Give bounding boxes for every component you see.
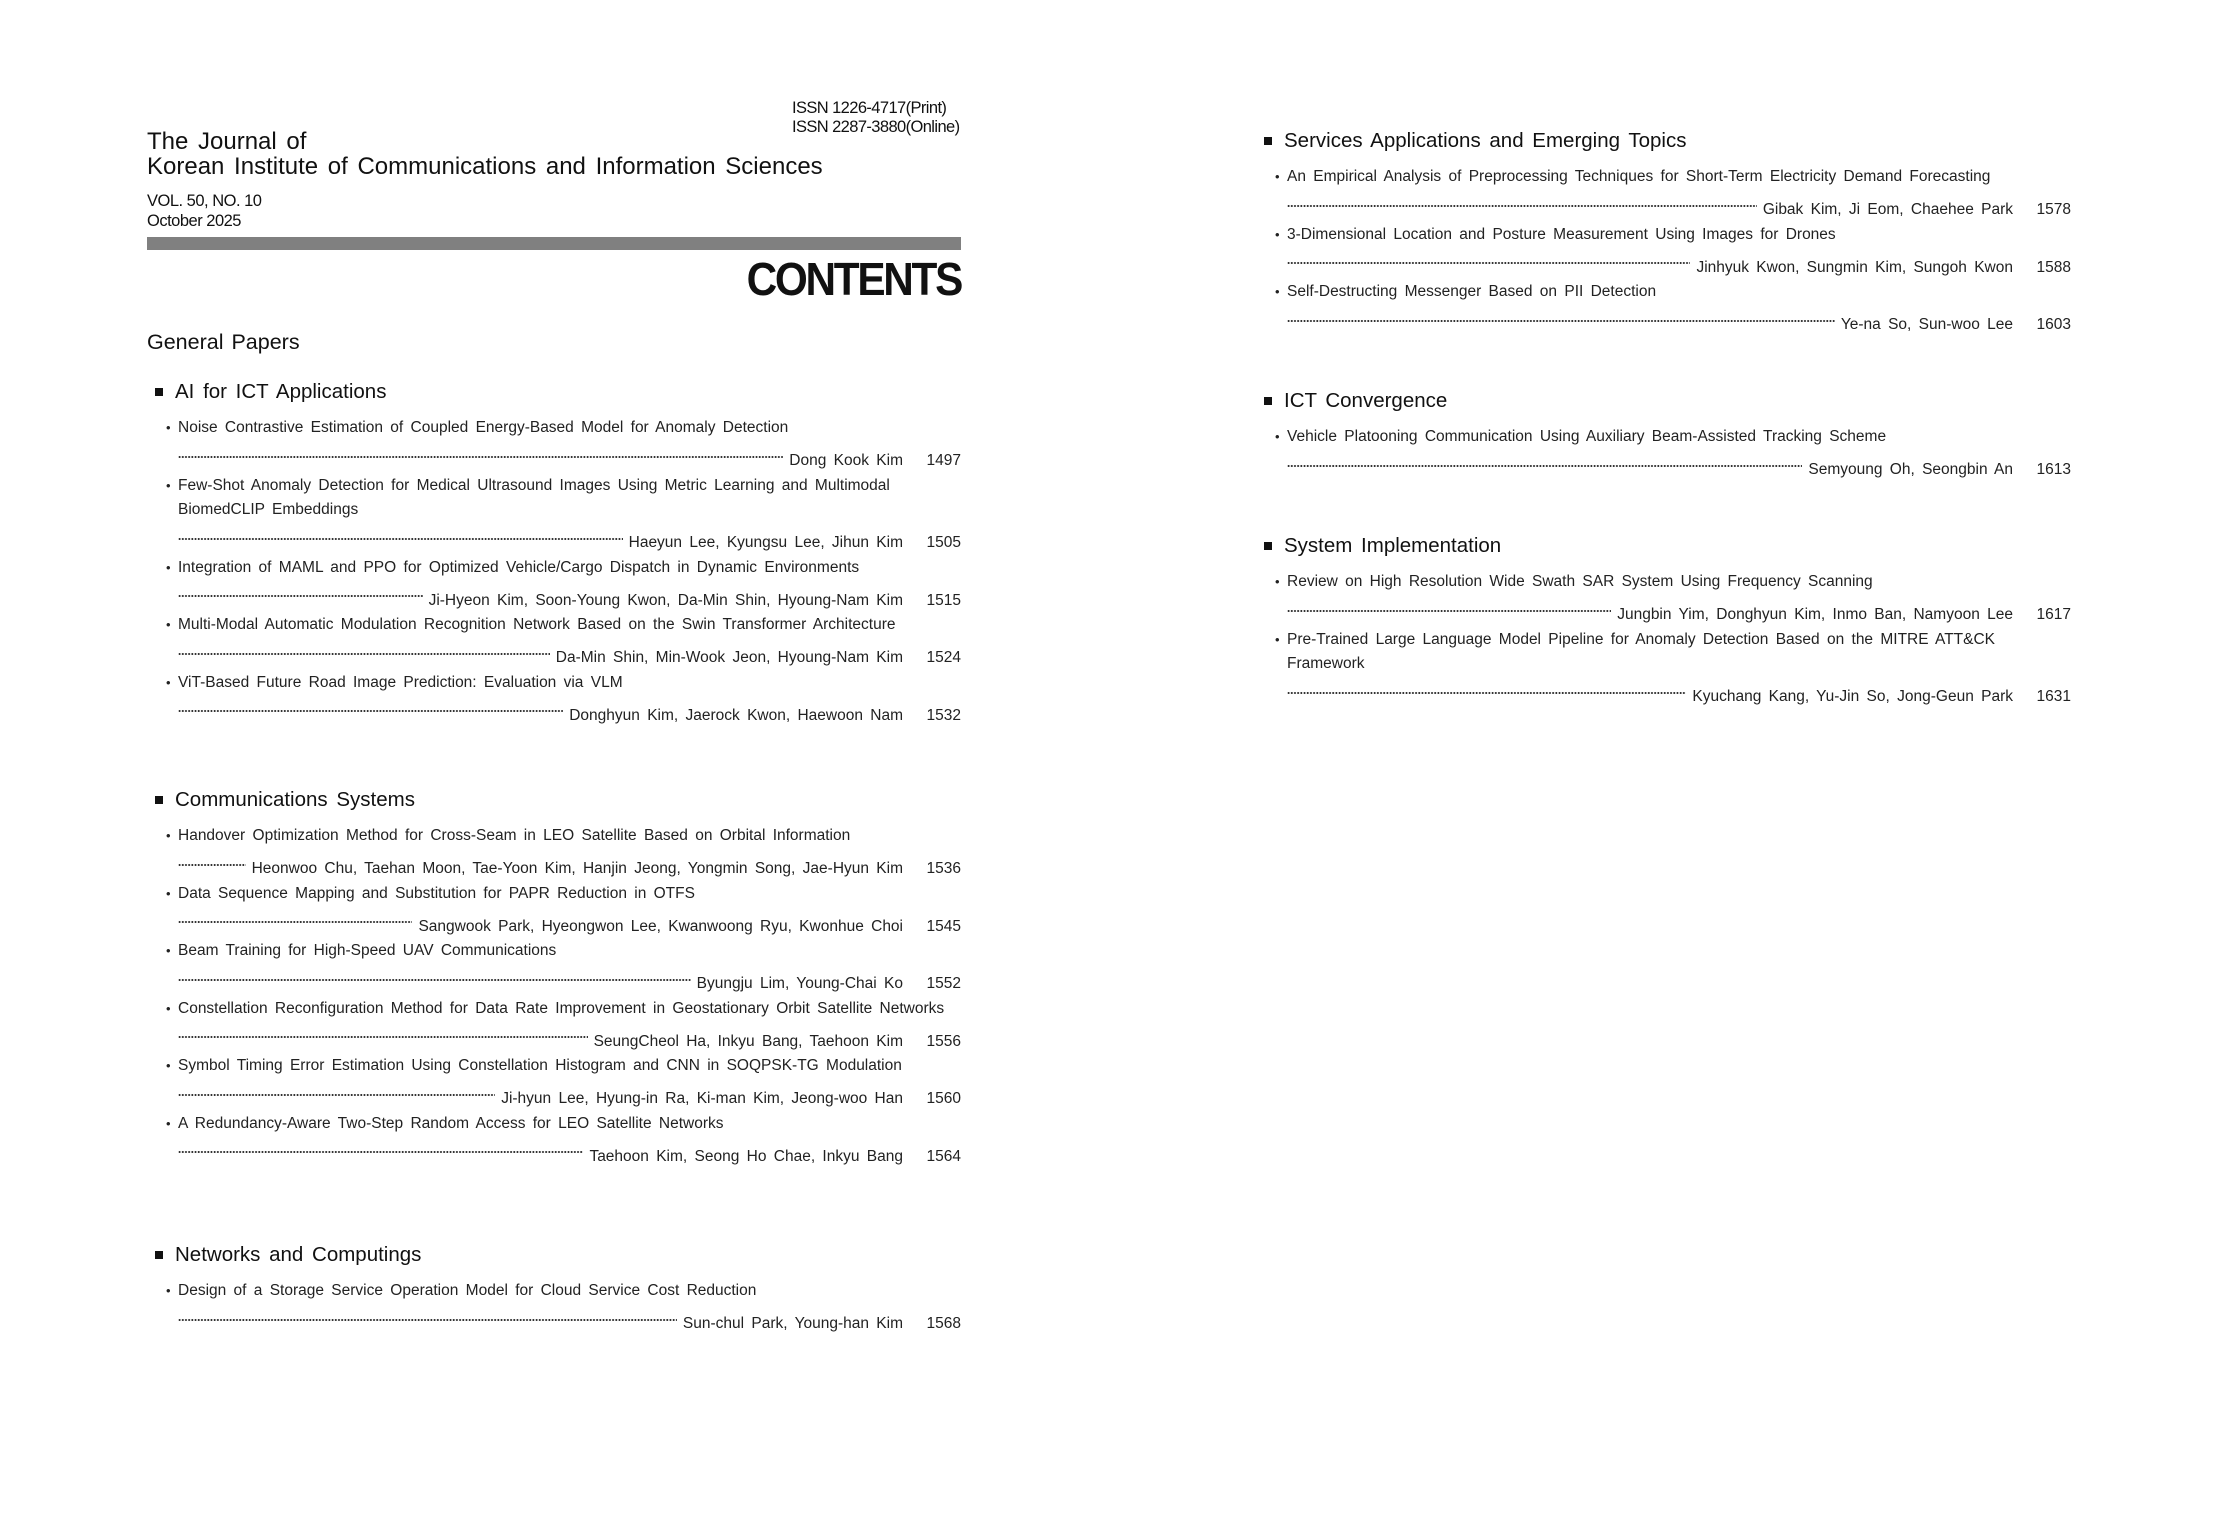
journal-title-line1: The Journal of [147,128,307,155]
issue-info [147,191,261,231]
article-title[interactable]: Constellation Reconfiguration Method for Data Rate Improvement in Geostationary Orbit Satellite Networks [178,999,945,1017]
article-authors: Heonwoo Chu, Taehan Moon, Tae-Yoon Kim, Hanjin Jeong, Yongmin Song, Jae-Hyun Kim [251,860,903,877]
article-entry[interactable] [153,671,961,724]
article-entry[interactable] [153,556,961,609]
section-title: Services Applications and Emerging Topics [1284,129,1687,152]
article-entry[interactable] [153,1054,961,1107]
bullet-icon: • [166,943,171,958]
article-title[interactable]: Beam Training for High-Speed UAV Communications [178,942,557,959]
article-title[interactable]: Design of a Storage Service Operation Model for Cloud Service Cost Reduction [178,1282,757,1299]
square-bullet-icon [1264,542,1272,550]
article-authors: Dong Kook Kim [789,452,903,469]
article-list [153,824,961,1165]
dot-leader [1287,247,1690,272]
square-bullet-icon [1264,137,1272,145]
article-authors: Gibak Kim, Ji Eom, Chaehee Park [1762,201,2013,218]
article-authors: Jinhyuk Kwon, Sungmin Kim, Sungoh Kwon [1696,258,2013,276]
article-authors: Byungju Lim, Young-Chai Ko [696,975,903,992]
bullet-icon: • [166,1115,171,1131]
article-entry[interactable] [1262,223,2071,276]
article-authors: Da-Min Shin, Min-Wook Jeon, Hyoung-Nam Kim [555,649,903,666]
author-line [178,964,961,992]
bullet-icon: • [166,1000,171,1016]
page-number: 1515 [926,591,961,609]
article-authors: Ye-na So, Sun-woo Lee [1840,316,2013,333]
dot-leader [178,441,783,466]
article-title[interactable]: Integration of MAML and PPO for Optimized Vehicle/Cargo Dispatch in Dynamic Environments [178,558,860,576]
author-line [178,906,961,935]
page-number: 1505 [926,534,961,551]
bullet-icon: • [1275,631,1280,647]
article-title[interactable]: Review on High Resolution Wide Swath SAR System Using Frequency Scanning [1287,573,1873,590]
dot-leader [178,695,563,720]
page-number: 1613 [2036,461,2071,478]
article-list [153,416,961,724]
author-line [1287,305,2071,333]
article-title[interactable]: Pre-Trained Large Language Model Pipeline for Anomaly Detection Based on the MITRE ATT&CK Framework [1287,630,1996,672]
bullet-icon: • [166,477,171,493]
section-networks-and-computings [153,1242,961,1337]
bullet-icon: • [166,674,171,690]
author-line [178,1304,961,1332]
section-communications-systems [153,787,961,1169]
section-heading [153,1242,961,1268]
article-authors: Taehoon Kim, Seong Ho Chae, Inkyu Bang [589,1147,903,1165]
article-title[interactable]: Vehicle Platooning Communication Using Auxiliary Beam-Assisted Tracking Scheme [1287,428,1887,445]
author-line [178,1021,961,1050]
article-authors: Semyoung Oh, Seongbin An [1808,461,2013,478]
contents-title: CONTENTS [746,253,961,305]
journal-title [147,129,823,179]
bullet-icon: • [166,885,171,901]
page-number: 1568 [926,1315,961,1332]
page-number: 1545 [926,917,961,935]
page-number: 1524 [926,649,961,666]
article-list [1262,165,2071,333]
article-entry[interactable] [1262,280,2071,333]
page-number: 1564 [926,1147,961,1165]
section-ai-for-ict [153,379,961,728]
bullet-icon: • [166,828,171,843]
article-entry[interactable] [1262,628,2071,705]
issue-date: October 2025 [147,212,241,230]
volume-number: VOL. 50, NO. 10 [147,192,262,210]
issn-print: ISSN 1226-4717(Print) [792,99,947,117]
author-line [1287,247,2071,276]
article-entry[interactable] [153,1112,961,1165]
article-entry[interactable] [153,1279,961,1332]
page-number: 1532 [926,706,961,724]
dot-leader [1287,677,1686,702]
author-line [178,441,961,469]
bullet-icon: • [1275,574,1280,589]
article-title[interactable]: An Empirical Analysis of Preprocessing Techniques for Short-Term Electricity Demand Forecasting [1287,168,1991,185]
page-number: 1556 [926,1032,961,1050]
article-title[interactable]: ViT-Based Future Road Image Prediction: Evaluation via VLM [178,673,623,691]
dot-leader [178,1136,583,1161]
dot-leader [178,523,623,548]
article-authors: Haeyun Lee, Kyungsu Lee, Jihun Kim [628,534,903,551]
dot-leader [178,1304,677,1329]
page-number: 1552 [926,975,961,992]
article-authors: Ji-Hyeon Kim, Soon-Young Kwon, Da-Min Shin, Hyoung-Nam Kim [428,591,903,609]
page-number: 1536 [926,860,961,877]
article-authors: Kyuchang Kang, Yu-Jin So, Jong-Geun Park [1692,688,2013,705]
article-entry[interactable] [1262,570,2071,623]
bullet-icon: • [1275,226,1280,242]
section-title: AI for ICT Applications [175,380,387,403]
header-divider-bar [147,237,961,250]
article-entry[interactable] [153,824,961,877]
section-system-implementation [1262,533,2071,710]
article-entry[interactable] [153,613,961,666]
article-title[interactable]: Data Sequence Mapping and Substitution for PAPR Reduction in OTFS [178,884,695,902]
article-authors: SeungCheol Ha, Inkyu Bang, Taehoon Kim [593,1032,903,1050]
dot-leader [178,580,423,605]
article-title[interactable]: Symbol Timing Error Estimation Using Constellation Histogram and CNN in SOQPSK-TG Modulation [178,1057,902,1074]
section-heading [1262,128,2071,154]
article-entry[interactable] [1262,425,2071,478]
dot-leader [178,1079,495,1104]
dot-leader [1287,595,1611,620]
issn-online: ISSN 2287-3880(Online) [792,118,960,136]
author-line [178,1079,961,1107]
dot-leader [1287,190,1757,215]
square-bullet-icon [155,796,163,804]
section-title: System Implementation [1284,534,1502,557]
author-line [178,849,961,877]
article-authors: Jungbin Yim, Donghyun Kim, Inmo Ban, Namyoon Lee [1617,606,2013,623]
article-entry[interactable] [153,882,961,935]
bullet-icon: • [1275,284,1280,299]
section-title: Communications Systems [175,788,415,811]
page-number: 1631 [2036,688,2071,705]
article-entry[interactable] [153,939,961,992]
article-authors: Ji-hyun Lee, Hyung-in Ra, Ki-man Kim, Jeong-woo Han [501,1090,903,1107]
article-title[interactable]: Multi-Modal Automatic Modulation Recognition Network Based on the Swin Transformer Architecture [178,616,896,633]
bullet-icon: • [166,1058,171,1073]
dot-leader [178,1021,588,1046]
article-entry[interactable] [153,416,961,469]
section-title: Networks and Computings [175,1243,422,1266]
author-line [1287,190,2071,218]
section-services-applications [1262,128,2071,338]
bullet-icon: • [1275,169,1280,184]
page-number: 1560 [926,1090,961,1107]
article-authors: Donghyun Kim, Jaerock Kwon, Haewoon Nam [569,706,903,724]
section-heading [1262,533,2071,559]
section-heading [1262,388,2071,414]
bullet-icon: • [166,420,171,435]
article-title[interactable]: Few-Shot Anomaly Detection for Medical Ultrasound Images Using Metric Learning and Multimodal BiomedCLIP Embeddings [178,476,890,518]
article-authors: Sun-chul Park, Young-han Kim [682,1315,903,1332]
section-ict-convergence [1262,388,2071,483]
author-line [178,580,961,609]
square-bullet-icon [155,388,163,396]
page-number: 1588 [2036,258,2071,276]
article-title[interactable]: 3-Dimensional Location and Posture Measurement Using Images for Drones [1287,225,1836,243]
article-entry[interactable] [1262,165,2071,218]
dot-leader [1287,305,1835,330]
square-bullet-icon [1264,397,1272,405]
dot-leader [178,964,691,989]
article-title[interactable]: Self-Destructing Messenger Based on PII Detection [1287,283,1657,300]
category-heading: General Papers [147,330,300,354]
author-line [178,638,961,666]
page-number: 1578 [2036,201,2071,218]
article-list [1262,570,2071,705]
square-bullet-icon [155,1251,163,1259]
author-line [178,523,961,551]
author-line [178,1136,961,1165]
bullet-icon: • [166,559,171,575]
article-entry[interactable] [153,474,961,551]
section-heading [153,379,961,405]
article-title[interactable]: Handover Optimization Method for Cross-Seam in LEO Satellite Based on Orbital Information [178,827,851,844]
author-line [1287,677,2071,705]
journal-title-line2: Korean Institute of Communications and Information Sciences [147,153,823,180]
article-authors: Sangwook Park, Hyeongwon Lee, Kwanwoong Ryu, Kwonhue Choi [418,917,903,935]
article-list [153,1279,961,1332]
article-title[interactable]: A Redundancy-Aware Two-Step Random Access for LEO Satellite Networks [178,1114,724,1132]
bullet-icon: • [166,617,171,632]
author-line [178,695,961,724]
article-title[interactable]: Noise Contrastive Estimation of Coupled Energy-Based Model for Anomaly Detection [178,419,789,436]
section-heading [153,787,961,813]
author-line [1287,595,2071,623]
bullet-icon: • [166,1283,171,1298]
section-title: ICT Convergence [1284,389,1448,412]
page-number: 1497 [926,452,961,469]
author-line [1287,450,2071,478]
dot-leader [178,638,550,663]
dot-leader [178,849,246,874]
dot-leader [1287,450,1802,475]
page-number: 1617 [2036,606,2071,623]
dot-leader [178,906,412,931]
bullet-icon: • [1275,429,1280,444]
article-list [1262,425,2071,478]
page-number: 1603 [2036,316,2071,333]
article-entry[interactable] [153,997,961,1050]
